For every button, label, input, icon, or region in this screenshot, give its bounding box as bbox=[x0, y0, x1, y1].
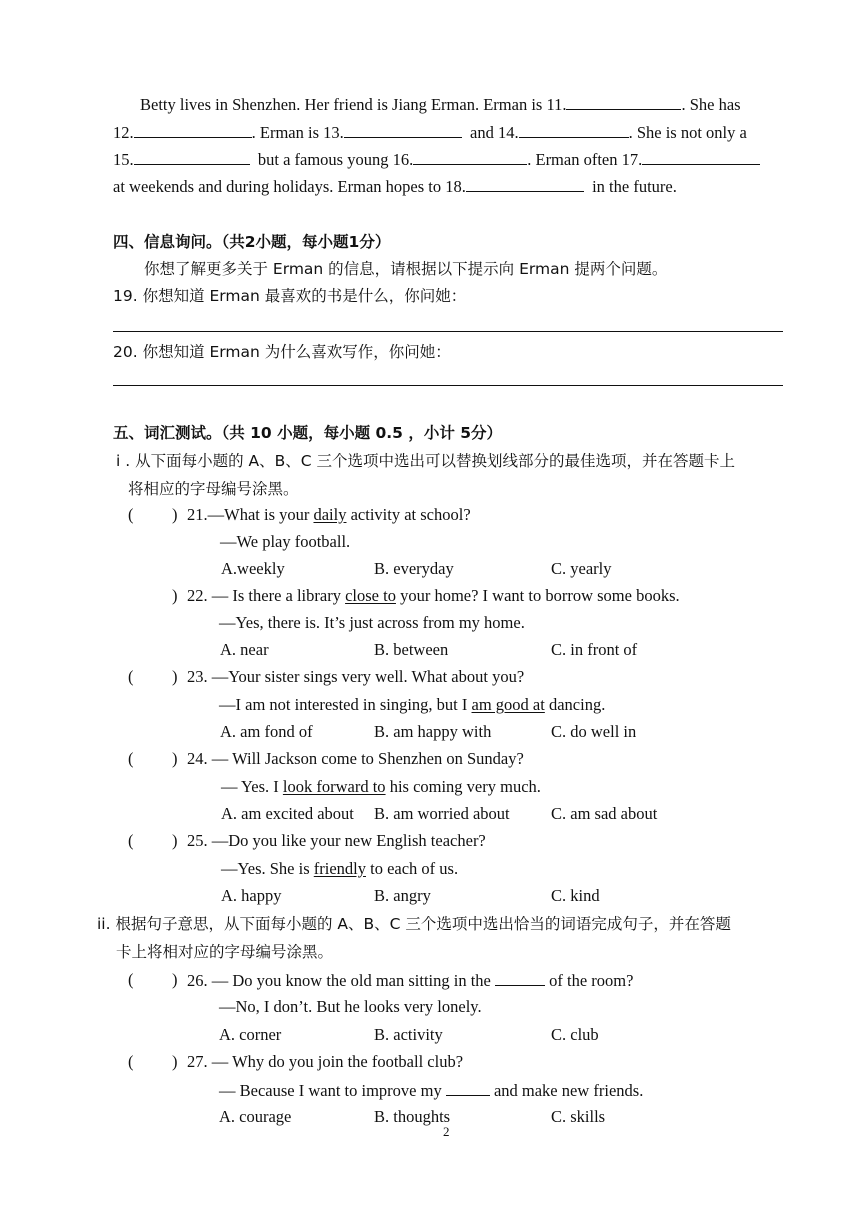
question-27: 27. — Why do you join the football club? bbox=[187, 1052, 464, 1071]
underlined-word: close to bbox=[345, 586, 396, 605]
blank-14[interactable] bbox=[519, 122, 629, 138]
answer-paren-close: ) bbox=[172, 505, 178, 524]
passage-line-2: 12. . Erman is 13. and 14. . She is not only a bbox=[113, 123, 747, 142]
option-c-22[interactable]: C. in front of bbox=[551, 640, 638, 659]
passage-line-3: 15. but a famous young 16. . Erman often 17. bbox=[113, 149, 760, 170]
underlined-word: friendly bbox=[313, 859, 366, 878]
answer-paren-open[interactable]: ( bbox=[128, 749, 134, 768]
option-b-22[interactable]: B. between bbox=[374, 640, 449, 659]
blank-15[interactable] bbox=[134, 149, 250, 165]
blank-17[interactable] bbox=[642, 149, 760, 165]
option-b-26[interactable]: B. activity bbox=[374, 1025, 443, 1044]
blank-27[interactable] bbox=[446, 1080, 490, 1096]
question-22: 22. — Is there a library close to your home? I want to borrow some books. bbox=[187, 586, 680, 605]
answer-paren-open[interactable]: ( bbox=[128, 831, 134, 850]
section-4-title: 四、信息询问。（共2小题，每小题1分） bbox=[113, 233, 391, 251]
option-c-23[interactable]: C. do well in bbox=[551, 722, 637, 741]
answer-line-19[interactable] bbox=[113, 331, 783, 332]
option-a-27[interactable]: A. courage bbox=[219, 1107, 292, 1126]
page-number: 2 bbox=[443, 1124, 450, 1139]
underlined-word: am good at bbox=[471, 695, 545, 714]
part-1-instruction-line-2: 将相应的字母编号涂黑。 bbox=[128, 480, 299, 498]
answer-paren-open[interactable]: ( bbox=[128, 667, 134, 686]
answer-paren-close: ) bbox=[172, 970, 178, 989]
option-c-27[interactable]: C. skills bbox=[551, 1107, 606, 1126]
option-a-23[interactable]: A. am fond of bbox=[220, 722, 313, 741]
blank-11[interactable] bbox=[566, 94, 681, 110]
question-24: 24. — Will Jackson come to Shenzhen on Sunday? bbox=[187, 749, 524, 768]
option-a-25[interactable]: A. happy bbox=[221, 886, 282, 905]
question-20: 20. 你想知道 Erman 为什么喜欢写作，你问她： bbox=[113, 343, 451, 361]
reply-25: —Yes. She is friendly to each of us. bbox=[221, 859, 459, 878]
part-2-instruction-line-1: ii. 根据句子意思，从下面每小题的 A、B、C 三个选项中选出恰当的词语完成句子，并在答题 bbox=[97, 915, 731, 933]
reply-21: —We play football. bbox=[220, 532, 351, 551]
blank-16[interactable] bbox=[413, 149, 527, 165]
option-b-25[interactable]: B. angry bbox=[374, 886, 431, 905]
option-c-25[interactable]: C. kind bbox=[551, 886, 600, 905]
option-c-26[interactable]: C. club bbox=[551, 1025, 599, 1044]
underlined-word: daily bbox=[313, 505, 347, 524]
blank-13[interactable] bbox=[344, 122, 462, 138]
blank-26[interactable] bbox=[495, 970, 545, 986]
blank-18[interactable] bbox=[466, 176, 584, 192]
option-b-23[interactable]: B. am happy with bbox=[374, 722, 492, 741]
option-a-21[interactable]: A.weekly bbox=[221, 559, 285, 578]
answer-paren-close: ) bbox=[172, 749, 178, 768]
part-1-instruction-line-1: i . 从下面每小题的 A、B、C 三个选项中选出可以替换划线部分的最佳选项，并在答题卡上 bbox=[116, 452, 736, 470]
option-a-24[interactable]: A. am excited about bbox=[221, 804, 354, 823]
question-23: 23. —Your sister sings very well. What about you? bbox=[187, 667, 525, 686]
reply-27: — Because I want to improve my and make new friends. bbox=[219, 1081, 644, 1100]
answer-paren-close: ) bbox=[172, 831, 178, 850]
answer-paren-open[interactable]: ( bbox=[128, 505, 134, 524]
reply-26: —No, I don’t. But he looks very lonely. bbox=[219, 997, 482, 1016]
reply-23: —I am not interested in singing, but I am good at dancing. bbox=[219, 695, 606, 714]
answer-line-20[interactable] bbox=[113, 385, 783, 386]
question-19: 19. 你想知道 Erman 最喜欢的书是什么，你问她： bbox=[113, 287, 467, 305]
question-26: 26. — Do you know the old man sitting in the of the room? bbox=[187, 971, 634, 990]
underlined-word: look forward to bbox=[282, 777, 386, 796]
answer-paren-close: ) bbox=[172, 667, 178, 686]
question-25: 25. —Do you like your new English teacher? bbox=[187, 831, 486, 850]
question-21: 21.—What is your daily activity at school? bbox=[187, 505, 471, 524]
passage-line-1: Betty lives in Shenzhen. Her friend is Jiang Erman. Erman is 11. . She has bbox=[140, 95, 741, 114]
option-b-24[interactable]: B. am worried about bbox=[374, 804, 510, 823]
answer-paren-close: ) bbox=[172, 1052, 178, 1071]
option-b-21[interactable]: B. everyday bbox=[374, 559, 454, 578]
reply-24: — Yes. I look forward to his coming very much. bbox=[221, 777, 541, 796]
option-c-24[interactable]: C. am sad about bbox=[551, 804, 658, 823]
reply-22: —Yes, there is. It’s just across from my home. bbox=[219, 613, 525, 632]
blank-12[interactable] bbox=[134, 122, 252, 138]
option-a-26[interactable]: A. corner bbox=[219, 1025, 282, 1044]
answer-paren-close: ) bbox=[172, 586, 178, 605]
passage-line-4: at weekends and during holidays. Erman hopes to 18. in the future. bbox=[113, 177, 677, 196]
option-b-27[interactable]: B. thoughts bbox=[374, 1107, 451, 1126]
option-a-22[interactable]: A. near bbox=[220, 640, 269, 659]
option-c-21[interactable]: C. yearly bbox=[551, 559, 612, 578]
answer-paren-open[interactable]: ( bbox=[128, 1052, 134, 1071]
answer-paren-open[interactable]: ( bbox=[128, 970, 134, 989]
section-5-title: 五、词汇测试。（共 10 小题，每小题 0.5 ，小计 5分） bbox=[113, 424, 503, 442]
section-4-intro: 你想了解更多关于 Erman 的信息，请根据以下提示向 Erman 提两个问题。 bbox=[144, 260, 668, 278]
part-2-instruction-line-2: 卡上将相对应的字母编号涂黑。 bbox=[116, 943, 334, 961]
